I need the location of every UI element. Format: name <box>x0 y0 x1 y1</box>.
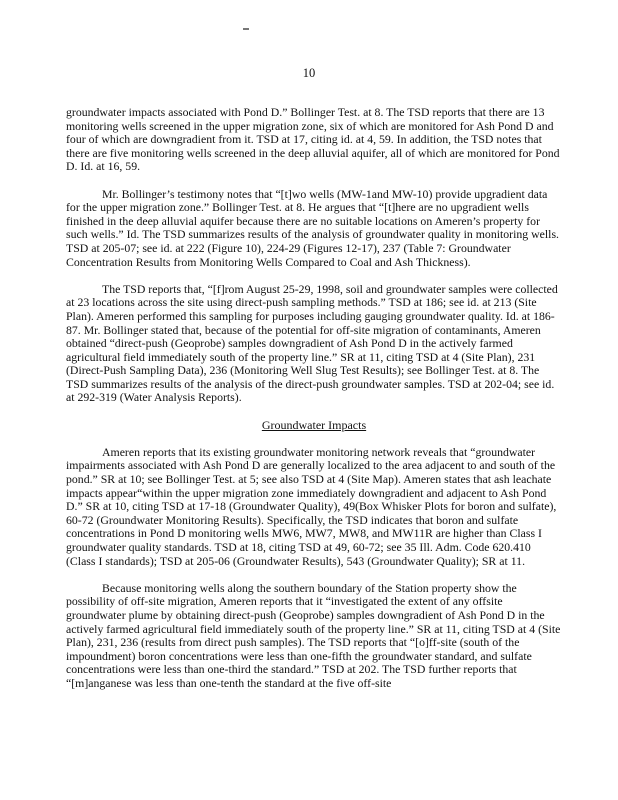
scan-mark <box>243 28 249 30</box>
page-number: 10 <box>302 66 316 80</box>
section-heading: Groundwater Impacts <box>261 417 367 432</box>
paragraph-1: groundwater impacts associated with Pond D.” Bollinger Test. at 8. The TSD reports that there are 13 monitoring wells screened in the upper migration zone, six of which are monitored for Ash Pond D and four of which are downgradient from it. TSD at 17, citing id. at 4, 59. In addition, the TSD notes that there are five monitoring wells screened in the deep alluvial aquifer, all of which are monitored for Pond D. Id. at 16, 59. <box>66 105 560 174</box>
document-body <box>66 106 562 691</box>
paragraph-4: Ameren reports that its existing groundwater monitoring network reveals that “groundwater impairments associated with Ash Pond D are generally localized to the area adjacent to and south of the pond.” SR at 10; see Bollinger Test. at 5; see also TSD at 4 (Site Map). Ameren states that ash leachate impacts appear“within the upper migration zone immediately downgradient and adjacent to Ash Pond D.” SR at 10, citing TSD at 17-18 (Groundwater Quality), 49(Box Whisker Plots for boron and sulfate), 60-72 (Groundwater Monitoring Results). Specifically, the TSD indicates that boron and sulfate concentrations in Pond D monitoring wells MW6, MW7, MW8, and MW11R are higher than Class I groundwater quality standards. TSD at 18, citing TSD at 49, 60-72; see 35 Ill. Adm. Code 620.410 (Class I standards); TSD at 205-06 (Groundwater Results), 543 (Groundwater Quality); SR at 11. <box>66 444 557 568</box>
paragraph-3: The TSD reports that, “[f]rom August 25-29, 1998, soil and groundwater samples were collected at 23 locations across the site using direct-push sampling methods.” TSD at 186; see id. at 213 (Site Plan). Ameren performed this sampling for purposes including gauging groundwater quality. Id. at 186-87. Mr. Bollinger stated that, because of the potential for off-site migration of contaminants, Ameren obtained “direct-push (Geoprobe) samples downgradient of Ash Pond D in the actively farmed agricultural field immediately south of the property line.” SR at 11, citing TSD at 4 (Site Plan), 231 (Direct-Push Sampling Data), 236 (Monitoring Well Slug Test Results); see Bollinger Test. at 8. The TSD summarizes results of the analysis of the direct-push groundwater samples. TSD at 202-04; see id. at 292-319 (Water Analysis Reports). <box>66 281 558 405</box>
paragraph-5: Because monitoring wells along the southern boundary of the Station property show the possibility of off-site migration, Ameren reports that it “investigated the extent of any offsite groundwater plume by obtaining direct-push (Geoprobe) samples downgradient of Ash Pond D in the actively farmed agricultural field immediately south of the property line.” SR at 11, citing TSD at 4 (Site Plan), 231, 236 (results from direct push samples). The TSD reports that “[o]ff-site (south of the impoundment) boron concentrations were less than one-fifth the groundwater standard, and sulfate concentrations were less than one-third the standard.” TSD at 202. The TSD further reports that “[m]anganese was less than one-tenth the standard at the five off-site <box>66 580 561 690</box>
paragraph-2: Mr. Bollinger’s testimony notes that “[t]wo wells (MW-1and MW-10) provide upgradient data for the upper migration zone.” Bollinger Test. at 8. He argues that “[t]here are no upgradient wells finished in the deep alluvial aquifer because there are no suitable locations on Ameren’s property for such wells.” Id. The TSD summarizes results of the analysis of groundwater quality in monitoring wells. TSD at 205-07; see id. at 222 (Figure 10), 224-29 (Figures 12-17), 237 (Table 7: Groundwater Concentration Results from Monitoring Wells Compared to Coal and Ash Thickness). <box>66 186 559 269</box>
